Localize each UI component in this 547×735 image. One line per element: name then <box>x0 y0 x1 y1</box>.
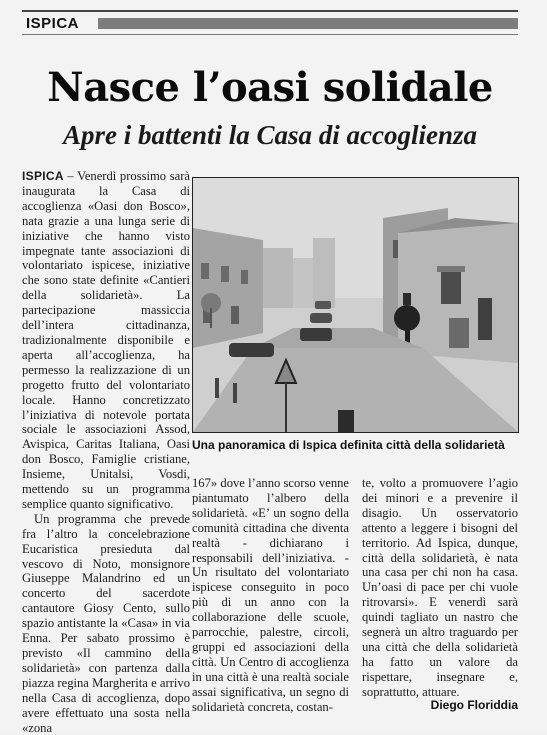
street-panorama-image <box>193 178 518 432</box>
byline: Diego Floriddia <box>430 698 518 712</box>
section-rule-bottom <box>22 34 518 35</box>
paragraph-1-text: – Venerdì prossimo sarà inaugurata la Casa di accoglienza «Oasi don Bosco», nata grazie a una lunga serie di iniziative che hanno visto impegnate tante associazioni di volontariato ispicese, iniziative che sono state definite «Cantieri della solidarietà». La partecipazione massiccia dell’intera cittadinanza, tradizionalmente disponibile e aperta all’accoglienza, ha permesso la realizzazione di un progetto frutto del volontariato locale. Hanno concretizzato l’iniziativa di notevole portata sociale le associazioni Assod, Avispica, Caritas Italiana, Oasi don Bosco, Famiglie cristiane, Insieme, Unitalsi, Vosdi, mettendo su un programma semplice quanto significativo. <box>22 169 190 511</box>
headline: Nasce l’oasi solidale <box>47 64 493 111</box>
article-column-2 <box>192 476 349 715</box>
subheadline: Apre i battenti la Casa di accoglienza <box>62 120 477 150</box>
article-column-3-text: te, volto a promuovere l’agio dei minori e a prevenire il disagio. Un osservatorio attento a leggere i bisogni del territorio. Ad Ispica, dunque, città della solidarietà, è nata una casa per chi non ha casa. Un’oasi di pace per chi vuole ritrovarsi». E venerdì sarà quindi tagliato un nastro che segnerà un altro traguardo per una città che della solidarietà ha fatto un valore da rispettare, insegnare e, soprattutto, attuare. <box>362 476 518 699</box>
article-column-2-text: 167» dove l’anno scorso venne piantumato l’albero della solidarietà. «E’ un sogno della comunità cittadina che diventa realtà - dichiarano i responsabili dell’iniziativa. - Un risultato del volontariato ispicese conseguito in poco più di un anno con la collaborazione delle scuole, parrocchie, palestre, circoli, gruppi ed associazioni della città. Un Centro di accoglienza in una città è una realtà sociale assai significativa, un segno di solidarietà concreta, costan- <box>192 476 349 714</box>
section-label: ISPICA <box>26 15 80 32</box>
dateline: ISPICA <box>22 169 64 183</box>
photo-caption: Una panoramica di Ispica definita città della solidarietà <box>192 438 505 452</box>
street-photo <box>192 177 519 433</box>
article-column-1 <box>22 169 190 735</box>
article-paragraph-1 <box>22 169 190 512</box>
section-rule-top <box>22 10 518 12</box>
section-bar <box>98 18 518 29</box>
article-paragraph-2: Un programma che prevede fra l’altro la concelebrazione Eucaristica presieduta dal vescovo di Noto, monsignore Giuseppe Malandrino ed un concerto del sacerdote cantautore Giosy Cento, sullo spazio antistante la «Casa» in via Enna. Per sabato prossimo è previsto «Il cammino della solidarietà» con partenza dalla piazza regina Margherita e arrivo nella Casa di accoglienza, dopo avere effettuato una sosta nella «zona <box>22 511 190 735</box>
article-column-3 <box>362 476 518 700</box>
